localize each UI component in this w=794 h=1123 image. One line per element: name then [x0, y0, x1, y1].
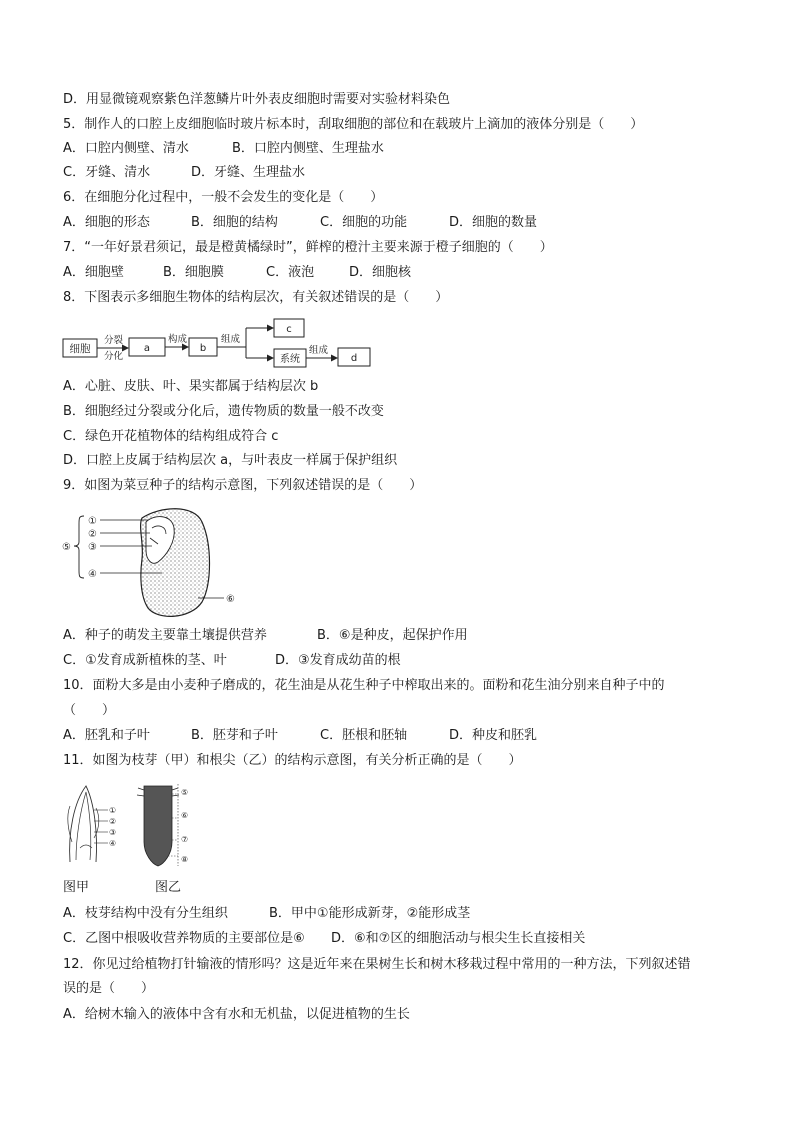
q10-option-a: A．胚乳和子叶 [63, 728, 150, 743]
q8-label-constitute: 构成 [168, 334, 188, 345]
q10-option-b: B．胚芽和子叶 [191, 728, 278, 743]
q8-option-b: B．细胞经过分裂或分化后，遗传物质的数量一般不改变 [63, 404, 384, 419]
q11-caption-yi: 图乙 [155, 880, 182, 895]
q5-option-d: D．牙缝、生理盐水 [191, 165, 306, 180]
bud-label-2: ② [109, 817, 117, 826]
q11-caption-jia: 图甲 [63, 880, 90, 895]
root-tip-figure [137, 784, 188, 866]
q9-label-5: ⑤ [62, 542, 71, 553]
q7-option-a: A．细胞壁 [63, 265, 124, 280]
q6-option-a: A．细胞的形态 [63, 215, 150, 230]
q5-option-a: A．口腔内侧壁、清水 [63, 141, 189, 156]
q7-stem: 7．“一年好景君须记，最是橙黄橘绿时”，鲜榨的橙汁主要来源于橙子细胞的（ ） [63, 240, 553, 255]
bud-figure [68, 786, 116, 862]
q9-stem: 9．如图为菜豆种子的结构示意图，下列叙述错误的是（ ） [63, 478, 423, 493]
q8-node-system: 系统 [280, 354, 300, 365]
q8-option-c: C．绿色开花植物体的结构组成符合 c [63, 429, 279, 444]
q5-option-c: C．牙缝、清水 [63, 165, 151, 180]
q10-stem-line2: （ ） [63, 703, 116, 718]
root-label-8: ⑧ [181, 855, 189, 864]
q11-bud-root-diagram [64, 782, 204, 868]
q9-option-d: D．③发育成幼苗的根 [275, 653, 401, 668]
q12-option-a: A．给树木输入的液体中含有水和无机盐，以促进植物的生长 [63, 1007, 410, 1022]
q11-stem: 11．如图为枝芽（甲）和根尖（乙）的结构示意图，有关分析正确的是（ ） [63, 753, 522, 768]
q7-option-c: C．液泡 [266, 265, 315, 280]
bud-label-4: ④ [109, 839, 117, 848]
q12-stem-line2: 误的是（ ） [63, 981, 155, 996]
q6-option-c: C．细胞的功能 [320, 215, 408, 230]
q8-hierarchy-diagram [62, 314, 382, 370]
q4-option-d: D．用显微镜观察紫色洋葱鳞片叶外表皮细胞时需要对实验材料染色 [63, 92, 451, 107]
q8-node-c: c [286, 324, 292, 335]
q12-stem-line1: 12．你见过给植物打针输液的情形吗？这是近年来在果树生长和树木移栽过程中常用的一种方法，下列叙述错 [63, 957, 691, 972]
q6-stem: 6．在细胞分化过程中，一般不会发生的变化是（ ） [63, 190, 384, 205]
q9-label-6: ⑥ [226, 594, 235, 605]
q8-node-a: a [143, 343, 151, 354]
q8-option-a: A．心脏、皮肤、叶、果实都属于结构层次 b [63, 379, 319, 394]
bud-label-1: ① [109, 806, 117, 815]
q8-label-compose1: 组成 [221, 334, 241, 345]
q6-option-b: B．细胞的结构 [191, 215, 278, 230]
q9-label-4: ④ [88, 569, 97, 580]
bud-label-3: ③ [109, 828, 117, 837]
q9-label-3: ③ [88, 542, 97, 553]
q8-node-cell: 细胞 [69, 343, 91, 355]
q7-option-b: B．细胞膜 [163, 265, 224, 280]
q7-option-d: D．细胞核 [349, 265, 412, 280]
q10-option-c: C．胚根和胚轴 [320, 728, 408, 743]
q9-option-c: C．①发育成新植株的茎、叶 [63, 653, 227, 668]
q8-node-d: d [350, 353, 358, 364]
q9-label-2: ② [88, 529, 97, 540]
q11-option-b: B．甲中①能形成新芽，②能形成茎 [269, 906, 471, 921]
q8-label-split: 分裂 [104, 335, 124, 346]
q9-label-1: ① [88, 516, 97, 527]
q9-option-b: B．⑥是种皮，起保护作用 [317, 628, 468, 643]
q11-option-a: A．枝芽结构中没有分生组织 [63, 906, 228, 921]
q8-node-b: b [199, 343, 207, 354]
q8-label-compose2: 组成 [309, 345, 329, 356]
root-label-6: ⑥ [181, 811, 189, 820]
q6-option-d: D．细胞的数量 [449, 215, 538, 230]
q11-option-d: D．⑥和⑦区的细胞活动与根尖生长直接相关 [331, 931, 586, 946]
q11-option-c: C．乙图中根吸收营养物质的主要部位是⑥ [63, 931, 305, 946]
q5-stem: 5．制作人的口腔上皮细胞临时玻片标本时，刮取细胞的部位和在载玻片上滴加的液体分别是（ ） [63, 117, 644, 132]
root-label-7: ⑦ [181, 835, 189, 844]
q8-option-d: D．口腔上皮属于结构层次 a，与叶表皮一样属于保护组织 [63, 453, 398, 468]
q8-label-diff: 分化 [104, 351, 124, 362]
q9-option-a: A．种子的萌发主要靠土壤提供营养 [63, 628, 267, 643]
q10-stem-line1: 10．面粉大多是由小麦种子磨成的，花生油是从花生种子中榨取出来的。面粉和花生油分别来自种子中的 [63, 678, 665, 693]
q8-stem: 8．下图表示多细胞生物体的结构层次，有关叙述错误的是（ ） [63, 290, 449, 305]
q5-option-b: B．口腔内侧壁、生理盐水 [232, 141, 384, 156]
q9-bean-seed-diagram [62, 504, 247, 622]
q10-option-d: D．种皮和胚乳 [449, 728, 538, 743]
root-label-5: ⑤ [181, 788, 189, 797]
